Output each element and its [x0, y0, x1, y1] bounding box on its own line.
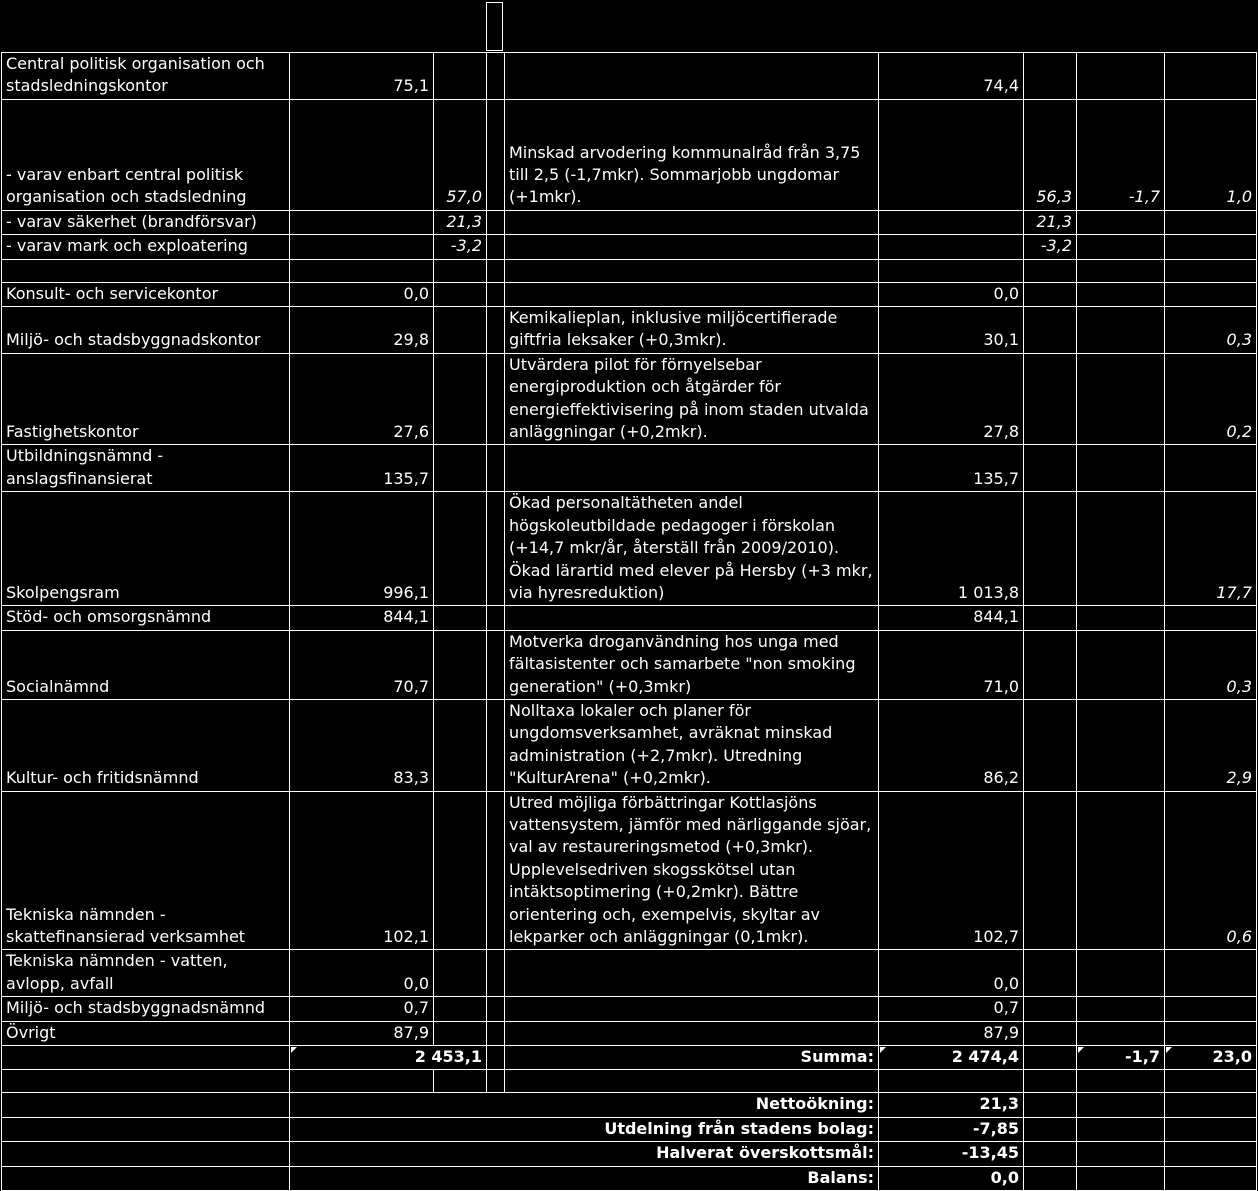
change-note — [505, 235, 879, 259]
budget-value: 29,8 — [290, 307, 434, 354]
proposal-sub-value — [1024, 1021, 1077, 1045]
change-note: Ökad personaltätheten andel högskoleutbildade pedagoger i förskolan (+14,7 mkr/år, återställ från 2009/2010). Ökad lärartid med elever på Hersby (+3 mkr, via hyresreduktion) — [505, 492, 879, 606]
proposal-sub-value — [1024, 353, 1077, 445]
change-positive — [1165, 1021, 1257, 1045]
change-negative — [1077, 307, 1165, 354]
change-negative — [1077, 1021, 1165, 1045]
change-positive — [1165, 997, 1257, 1021]
empty-cell — [1077, 1093, 1165, 1117]
proposal-value: 0,0 — [879, 282, 1024, 306]
proposal-value: 27,8 — [879, 353, 1024, 445]
change-positive — [1165, 445, 1257, 492]
proposal-value — [879, 259, 1024, 282]
budget-value: 996,1 — [290, 492, 434, 606]
proposal-sub-value — [1024, 997, 1077, 1021]
row-label: Skolpengsram — [2, 492, 290, 606]
proposal-sub-value — [1024, 699, 1077, 791]
proposal-sub-value: 21,3 — [1024, 210, 1077, 234]
sub-value — [434, 445, 487, 492]
empty-cell — [2, 1166, 290, 1190]
balance-row — [2, 1117, 1257, 1141]
budget-total: 2 453,1 — [290, 1046, 487, 1070]
proposal-sub-value — [1024, 445, 1077, 492]
change-negative — [1077, 997, 1165, 1021]
summary-row — [2, 1046, 1257, 1070]
change-positive — [1165, 53, 1257, 100]
change-negative — [1077, 606, 1165, 630]
empty-cell — [1024, 1093, 1077, 1117]
balance-row — [2, 1093, 1257, 1117]
row-label: Stöd- och omsorgsnämnd — [2, 606, 290, 630]
proposal-value — [879, 235, 1024, 259]
row-label: Övrigt — [2, 1021, 290, 1045]
sub-value: -3,2 — [434, 235, 487, 259]
table-row — [2, 492, 1257, 606]
table-row — [2, 606, 1257, 630]
empty-cell — [2, 1070, 290, 1093]
change-positive — [1165, 282, 1257, 306]
empty-cell — [487, 1070, 505, 1093]
change-positive-total: 23,0 — [1165, 1046, 1257, 1070]
row-label: Central politisk organisation och stadsledningskontor — [2, 53, 290, 100]
proposal-sub-value — [1024, 282, 1077, 306]
change-note — [505, 53, 879, 100]
change-note — [505, 259, 879, 282]
empty-cell — [1077, 1117, 1165, 1141]
budget-value: 75,1 — [290, 53, 434, 100]
table-row — [2, 445, 1257, 492]
change-negative — [1077, 235, 1165, 259]
balance-value: 0,0 — [879, 1166, 1024, 1190]
change-positive: 0,3 — [1165, 630, 1257, 699]
empty-cell — [1165, 1142, 1257, 1166]
table-row — [2, 99, 1257, 210]
change-positive: 0,2 — [1165, 353, 1257, 445]
table-row — [2, 791, 1257, 950]
sub-value — [434, 492, 487, 606]
budget-value — [290, 235, 434, 259]
spacer-cell — [487, 53, 505, 100]
sub-value — [434, 53, 487, 100]
proposal-value: 74,4 — [879, 53, 1024, 100]
budget-value: 27,6 — [290, 353, 434, 445]
sub-value — [434, 791, 487, 950]
row-label: Tekniska nämnden - vatten, avlopp, avfall — [2, 950, 290, 997]
table-row — [2, 282, 1257, 306]
change-note: Minskad arvodering kommunalråd från 3,75 till 2,5 (-1,7mkr). Sommarjobb ungdomar (+1mkr). — [505, 99, 879, 210]
proposal-sub-value: -3,2 — [1024, 235, 1077, 259]
sub-value: 21,3 — [434, 210, 487, 234]
change-note — [505, 210, 879, 234]
change-positive: 1,0 — [1165, 99, 1257, 210]
budget-value — [290, 259, 434, 282]
change-positive: 17,7 — [1165, 492, 1257, 606]
proposal-sub-value — [1024, 791, 1077, 950]
balance-value: -7,85 — [879, 1117, 1024, 1141]
budget-value: 87,9 — [290, 1021, 434, 1045]
proposal-sub-value — [1024, 606, 1077, 630]
spacer-cell — [487, 210, 505, 234]
spacer-cell — [487, 307, 505, 354]
table-row — [2, 950, 1257, 997]
empty-cell — [1024, 1070, 1077, 1093]
change-negative — [1077, 353, 1165, 445]
proposal-sub-value — [1024, 307, 1077, 354]
proposal-sub-value: 56,3 — [1024, 99, 1077, 210]
budget-value — [290, 210, 434, 234]
change-positive: 2,9 — [1165, 699, 1257, 791]
balance-value: -13,45 — [879, 1142, 1024, 1166]
empty-cell — [879, 1070, 1024, 1093]
empty-cell — [2, 1142, 290, 1166]
budget-value: 102,1 — [290, 791, 434, 950]
empty-cell — [1165, 1070, 1257, 1093]
budget-value — [290, 99, 434, 210]
empty-cell — [1077, 1070, 1165, 1093]
change-positive — [1165, 210, 1257, 234]
empty-cell — [1165, 1093, 1257, 1117]
proposal-value: 0,0 — [879, 950, 1024, 997]
change-note — [505, 445, 879, 492]
column-marker — [486, 2, 503, 51]
summary-label: Summa: — [505, 1046, 879, 1070]
spacer-cell — [487, 99, 505, 210]
spacer-cell — [487, 353, 505, 445]
table-row — [2, 53, 1257, 100]
spacer-cell — [487, 1046, 505, 1070]
sub-value — [434, 997, 487, 1021]
proposal-value: 844,1 — [879, 606, 1024, 630]
table-row — [2, 235, 1257, 259]
blank-row — [2, 1070, 1257, 1093]
sub-value: 57,0 — [434, 99, 487, 210]
balance-row — [2, 1166, 1257, 1190]
table-row — [2, 307, 1257, 354]
row-label: - varav säkerhet (brandförsvar) — [2, 210, 290, 234]
spacer-cell — [487, 950, 505, 997]
change-note — [505, 1021, 879, 1045]
proposal-value: 0,7 — [879, 997, 1024, 1021]
proposal-sub-value — [1024, 492, 1077, 606]
balance-value: 21,3 — [879, 1093, 1024, 1117]
change-note: Kemikalieplan, inklusive miljöcertifierade giftfria leksaker (+0,3mkr). — [505, 307, 879, 354]
change-note: Nolltaxa lokaler och planer för ungdomsverksamhet, avräknat minskad administration (+2,7mkr). Utredning "KulturArena" (+0,2mkr). — [505, 699, 879, 791]
proposal-value: 87,9 — [879, 1021, 1024, 1045]
spacer-cell — [487, 699, 505, 791]
change-positive: 0,3 — [1165, 307, 1257, 354]
table-row — [2, 997, 1257, 1021]
sub-value — [434, 1021, 487, 1045]
spacer-cell — [487, 997, 505, 1021]
spacer-cell — [487, 606, 505, 630]
empty-cell — [1077, 1142, 1165, 1166]
empty-cell — [1077, 1166, 1165, 1190]
sub-value — [434, 282, 487, 306]
empty-cell — [434, 1070, 487, 1093]
change-positive — [1165, 606, 1257, 630]
row-label: Kultur- och fritidsnämnd — [2, 699, 290, 791]
table-row — [2, 1021, 1257, 1045]
spacer-cell — [487, 1021, 505, 1045]
spacer-cell — [487, 630, 505, 699]
proposal-value: 1 013,8 — [879, 492, 1024, 606]
empty-cell — [1165, 1117, 1257, 1141]
change-note — [505, 997, 879, 1021]
change-negative — [1077, 791, 1165, 950]
change-negative — [1077, 282, 1165, 306]
budget-value: 0,0 — [290, 282, 434, 306]
table-row — [2, 210, 1257, 234]
change-note — [505, 282, 879, 306]
row-label: - varav mark och exploatering — [2, 235, 290, 259]
sub-value — [434, 950, 487, 997]
sub-value — [434, 353, 487, 445]
change-negative — [1077, 492, 1165, 606]
empty-cell — [1165, 1166, 1257, 1190]
change-positive — [1165, 950, 1257, 997]
budget-value: 135,7 — [290, 445, 434, 492]
row-label: - varav enbart central politisk organisation och stadsledning — [2, 99, 290, 210]
spacer-cell — [487, 791, 505, 950]
proposal-sub-value — [1024, 630, 1077, 699]
change-negative-total: -1,7 — [1077, 1046, 1165, 1070]
table-row — [2, 259, 1257, 282]
proposal-sub-value — [1024, 53, 1077, 100]
proposal-sub-value — [1024, 259, 1077, 282]
proposal-value: 30,1 — [879, 307, 1024, 354]
proposal-value: 86,2 — [879, 699, 1024, 791]
change-note — [505, 950, 879, 997]
row-label — [2, 259, 290, 282]
balance-label: Utdelning från stadens bolag: — [290, 1117, 879, 1141]
empty-cell — [2, 1093, 290, 1117]
spacer-cell — [487, 259, 505, 282]
proposal-sub-value — [1024, 950, 1077, 997]
table-row — [2, 353, 1257, 445]
change-negative: -1,7 — [1077, 99, 1165, 210]
change-negative — [1077, 259, 1165, 282]
change-note: Utvärdera pilot för förnyelsebar energiproduktion och åtgärder för energieffektivisering på inom staden utvalda anläggningar (+0,2mkr). — [505, 353, 879, 445]
change-note: Motverka droganvändning hos unga med fältasistenter och samarbete "non smoking generation" (+0,3mkr) — [505, 630, 879, 699]
budget-value: 0,7 — [290, 997, 434, 1021]
budget-value: 83,3 — [290, 699, 434, 791]
proposal-value: 71,0 — [879, 630, 1024, 699]
sub-value — [434, 630, 487, 699]
spacer-cell — [487, 235, 505, 259]
sub-value — [434, 307, 487, 354]
empty-cell — [290, 1070, 434, 1093]
table-row — [2, 699, 1257, 791]
sub-value — [434, 606, 487, 630]
change-positive: 0,6 — [1165, 791, 1257, 950]
spacer-cell — [487, 492, 505, 606]
change-negative — [1077, 699, 1165, 791]
budget-value: 70,7 — [290, 630, 434, 699]
row-label: Konsult- och servicekontor — [2, 282, 290, 306]
empty-cell — [505, 1070, 879, 1093]
empty-cell — [1024, 1117, 1077, 1141]
row-label: Tekniska nämnden - skattefinansierad verksamhet — [2, 791, 290, 950]
empty-cell — [1024, 1142, 1077, 1166]
spacer-cell — [487, 445, 505, 492]
change-positive — [1165, 259, 1257, 282]
budget-table — [1, 52, 1257, 1191]
spacer-cell — [487, 282, 505, 306]
change-note: Utred möjliga förbättringar Kottlasjöns vattensystem, jämför med närliggande sjöar, val av restaureringsmetod (+0,3mkr). Upplevelsedriven skogsskötsel utan intäktsoptimering (+0,2mkr). Bättre orientering och, exempelvis, skyltar av lekparker och anläggningar (0,1mkr). — [505, 791, 879, 950]
sub-value — [434, 259, 487, 282]
row-label: Miljö- och stadsbyggnadskontor — [2, 307, 290, 354]
row-label: Miljö- och stadsbyggnadsnämnd — [2, 997, 290, 1021]
row-label: Utbildningsnämnd - anslagsfinansierat — [2, 445, 290, 492]
budget-value: 844,1 — [290, 606, 434, 630]
row-label: Fastighetskontor — [2, 353, 290, 445]
table-row — [2, 630, 1257, 699]
sub-value — [434, 699, 487, 791]
empty-cell — [2, 1046, 290, 1070]
empty-cell — [1024, 1166, 1077, 1190]
change-positive — [1165, 235, 1257, 259]
balance-row — [2, 1142, 1257, 1166]
change-negative — [1077, 445, 1165, 492]
empty-cell — [2, 1117, 290, 1141]
balance-label: Halverat överskottsmål: — [290, 1142, 879, 1166]
empty-cell — [1024, 1046, 1077, 1070]
proposal-value — [879, 210, 1024, 234]
proposal-total: 2 474,4 — [879, 1046, 1024, 1070]
budget-value: 0,0 — [290, 950, 434, 997]
change-negative — [1077, 630, 1165, 699]
change-negative — [1077, 210, 1165, 234]
balance-label: Balans: — [290, 1166, 879, 1190]
proposal-value — [879, 99, 1024, 210]
balance-label: Nettoökning: — [290, 1093, 879, 1117]
change-note — [505, 606, 879, 630]
row-label: Socialnämnd — [2, 630, 290, 699]
proposal-value: 135,7 — [879, 445, 1024, 492]
change-negative — [1077, 53, 1165, 100]
proposal-value: 102,7 — [879, 791, 1024, 950]
change-negative — [1077, 950, 1165, 997]
